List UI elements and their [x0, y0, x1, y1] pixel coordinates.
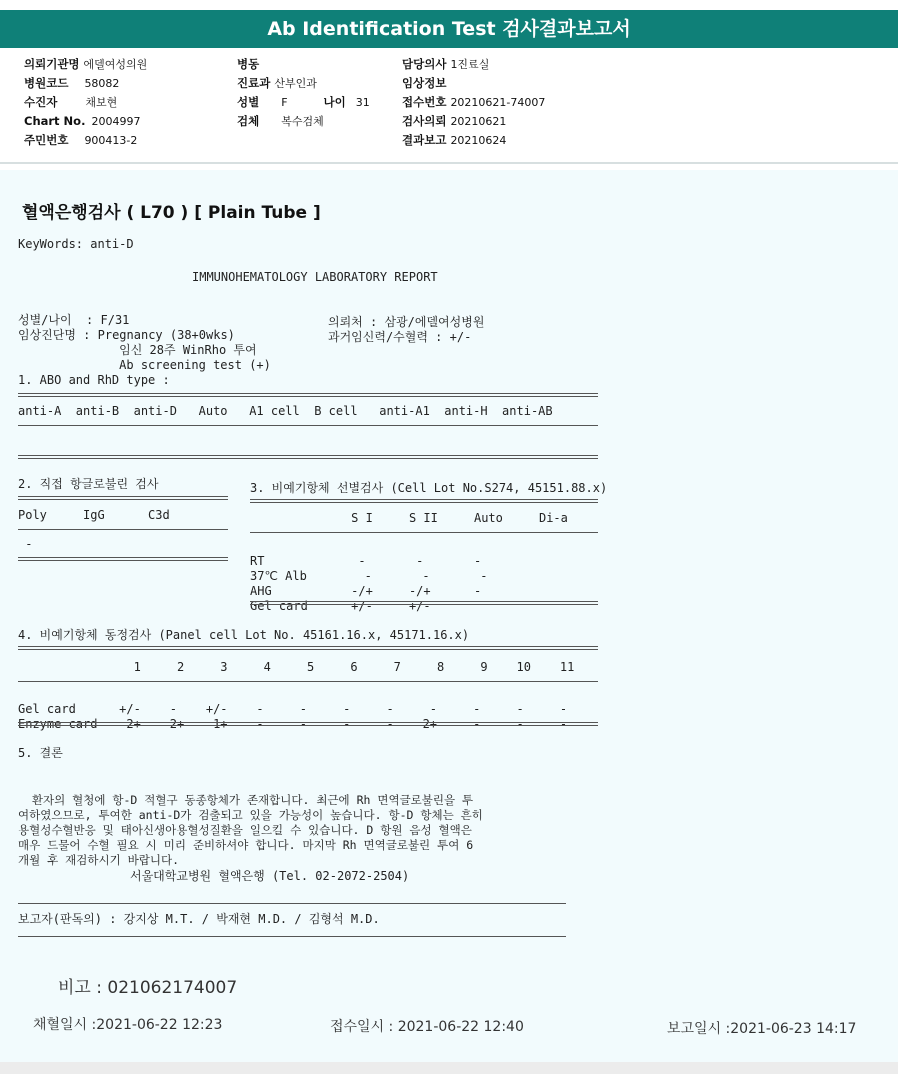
reported-datetime: 보고일시 :2021-06-23 14:17: [667, 1021, 857, 1037]
keywords: KeyWords: anti-D: [18, 237, 134, 251]
header-value: F: [281, 96, 288, 109]
dat-row: -: [18, 537, 33, 551]
bottom-strip: [0, 1062, 898, 1074]
screen-row: RT - - -: [250, 554, 482, 568]
double-rule: [250, 499, 598, 503]
header-value: 20210621: [450, 115, 507, 128]
patient-line: 임상진단명 : Pregnancy (38+0wks): [18, 328, 235, 342]
abo-title: 1. ABO and RhD type :: [18, 373, 170, 387]
collected-datetime: 채혈일시 :2021-06-22 12:23: [33, 1017, 223, 1033]
hospital-line: 서울대학교병원 혈액은행 (Tel. 02-2072-2504): [130, 869, 410, 883]
dat-header: Poly IgG C3d: [18, 508, 170, 522]
header-label: 검체: [237, 114, 260, 128]
patient-line: 임신 28주 WinRho 투여: [18, 343, 257, 357]
reporter-line: 보고자(판독의) : 강지상 M.T. / 박재현 M.D. / 김형석 M.D.: [18, 912, 380, 926]
header-value: 1진료실: [450, 58, 490, 71]
header-value: 900413-2: [84, 134, 138, 147]
report-title: Ab Identification Test 검사결과보고서: [0, 10, 898, 48]
double-rule: [18, 646, 598, 650]
header-label: 성별: [237, 95, 260, 109]
conclusion-text: [18, 778, 483, 868]
conclusion-line: 여하였으므로, 투여한 anti-D가 검출되고 있을 가능성이 높습니다. 항-D 항체는 흔히: [18, 808, 483, 822]
panel-row: Enzyme card 2+ 2+ 1+ - - - - 2+ - - -: [18, 717, 568, 731]
header-value: 채보현: [85, 96, 118, 109]
double-rule: [250, 601, 598, 605]
rule: [18, 425, 598, 426]
header-label: 병원코드: [24, 76, 69, 90]
header-value: 2004997: [91, 115, 141, 128]
header-label: 결과보고: [402, 133, 447, 147]
referral-line: 의뢰처 : 삼광/에델여성병원: [328, 315, 485, 329]
remark: 비고 : 021062174007: [58, 978, 238, 998]
header-col-1: [24, 55, 147, 150]
header-label: 진료과: [237, 76, 271, 90]
header-label: 병동: [237, 57, 260, 71]
referral-line: 과거임신력/수혈력 : +/-: [328, 330, 472, 344]
header-value: 복수검체: [281, 115, 324, 128]
header-label: 의뢰기관명: [24, 57, 80, 71]
conclusion-line: 개월 후 재검하시기 바랍니다.: [18, 853, 180, 867]
lab-report-title: IMMUNOHEMATOLOGY LABORATORY REPORT: [192, 270, 438, 284]
screen-header: S I S II Auto Di-a: [250, 511, 568, 525]
rule: [250, 532, 598, 533]
conclusion-line: 매우 드물어 수혈 필요 시 미리 준비하셔야 합니다. 마지막 Rh 면역글로불린 투여 6: [18, 838, 474, 852]
double-rule: [18, 557, 228, 561]
header-value: 에델여성의원: [83, 58, 148, 71]
header-value: 20210621-74007: [450, 96, 546, 109]
header-label: 임상정보: [402, 76, 447, 90]
header-divider: [0, 162, 898, 164]
header-label: 나이: [323, 95, 346, 109]
rule: [18, 681, 598, 682]
conclusion-title: 5. 결론: [18, 746, 63, 760]
header-col-2: [237, 55, 370, 131]
conclusion-line: 용혈성수혈반응 및 태아신생아용혈성질환을 일으킬 수 있습니다. D 항원 음성 혈액은: [18, 823, 472, 837]
screen-row: Gel card +/- +/-: [250, 599, 431, 613]
double-rule: [18, 393, 598, 397]
rule: [18, 936, 566, 937]
header-label: 주민번호: [24, 133, 69, 147]
abo-header: anti-A anti-B anti-D Auto A1 cell B cell anti-A1 anti-H anti-AB: [18, 404, 553, 418]
panel-row: Gel card +/- - +/- - - - - - - - -: [18, 702, 568, 716]
header-value: 20210624: [450, 134, 507, 147]
patient-line: 성별/나이 : F/31: [18, 313, 130, 327]
patient-line: Ab screening test (+): [18, 358, 271, 372]
panel-header: 1 2 3 4 5 6 7 8 9 10 11: [18, 660, 575, 674]
panel-title: 4. 비예기항체 동정검사 (Panel cell Lot No. 45161.16.x, 45171.16.x): [18, 628, 470, 642]
double-rule: [18, 455, 598, 459]
referral-info: [328, 300, 484, 345]
screen-row: 37℃ Alb - - -: [250, 569, 488, 583]
rule: [18, 529, 228, 530]
section-title: 혈액은행검사 ( L70 ) [ Plain Tube ]: [22, 203, 321, 223]
dat-title: 2. 직접 항글로불린 검사: [18, 477, 159, 491]
double-rule: [18, 722, 598, 726]
rule: [18, 903, 566, 904]
screen-title: 3. 비예기항체 선별검사 (Cell Lot No.S274, 45151.88.x): [250, 481, 608, 495]
screen-row: AHG -/+ -/+ -: [250, 584, 482, 598]
header-value: 31: [355, 96, 370, 109]
header-label: 담당의사: [402, 57, 447, 71]
header-label: Chart No.: [24, 114, 86, 128]
patient-info: [18, 298, 271, 373]
header-label: 검사의뢰: [402, 114, 447, 128]
double-rule: [18, 496, 228, 500]
conclusion-line: 환자의 혈청에 항-D 적혈구 동종항체가 존재합니다. 최근에 Rh 면역글로불린을 투: [18, 793, 474, 807]
header-value: 산부인과: [274, 77, 317, 90]
received-datetime: 접수일시 : 2021-06-22 12:40: [330, 1019, 524, 1035]
header-col-3: [402, 55, 545, 150]
header-value: 58082: [84, 77, 120, 90]
header-label: 접수번호: [402, 95, 447, 109]
header-label: 수진자: [24, 95, 58, 109]
